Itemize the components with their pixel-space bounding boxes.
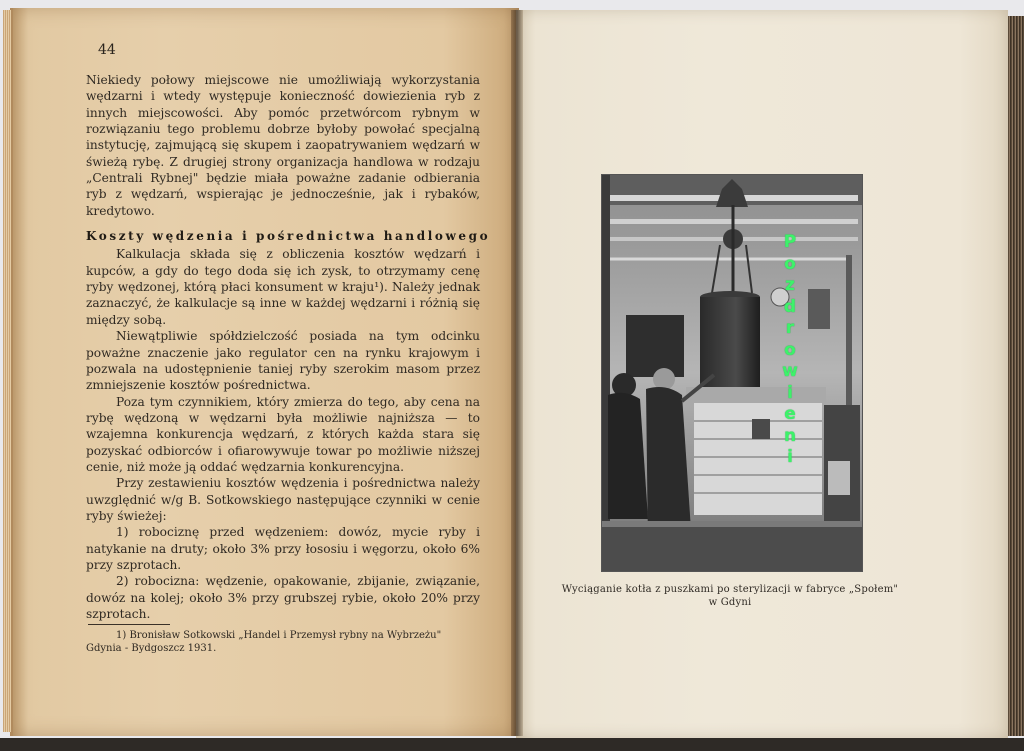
book-gutter (511, 10, 523, 736)
watermark-letter: i (787, 447, 793, 467)
paragraph: Niekiedy połowy miejscowe nie umożliwiają wykorzystania wędzarni i wtedy występuje konieczność dowiezienia ryb z innych miejscowości. Aby pomóc przetwórcom rybnym w rozwiązaniu tego problemu dobrze byłoby powołać specjalną instytucję, zajmującą się skupem i zaopatrywaniem wędzarń w świeżą rybę. Z drugiej strony organizacja handlowa w rodzaju „Centrali Rybnej" będzie miała poważne zadanie odbierania ryb z wędzarń, wspierając je jednocześnie, jak i rybaków, kredytowo. (86, 73, 480, 218)
footnote (86, 630, 480, 655)
caption-line: w Gdyni (708, 597, 752, 608)
list-item: 1) robociznę przed wędzeniem: dowóz, mycie ryby i natykanie na druty; około 3% przy łososiu i węgorzu, około 6% przy szprotach. (86, 525, 480, 572)
page-edges (1008, 16, 1024, 736)
watermark-letter: i (787, 382, 793, 403)
paragraph: Poza tym czynnikiem, który zmierza do tego, aby cena na rybę wędzoną w wędzarni była możliwie najniższa — to wzajemna konkurencja wędzarń, z których każda stara się pozyskać odbiorców i ofiarowywuje towar po możliwie niższej cenie, niż może ją oddać wędzarnia konkurencyjna. (86, 394, 480, 474)
watermark-letter: n (783, 425, 797, 446)
factory-photo (601, 174, 863, 572)
watermark-letter: P (783, 232, 797, 252)
watermark-letter: o (784, 253, 796, 274)
body-text (86, 72, 491, 622)
footnote-line: Gdynia - Bydgoszcz 1931. (86, 642, 217, 654)
page-number: 44 (98, 42, 116, 58)
photo-caption (540, 583, 920, 609)
watermark-letter: r (785, 318, 795, 338)
paragraph: Niewątpliwie spółdzielczość posiada na tym odcinku poważne znaczenie jako regulator cen na rynku krajowym i pozwala na udostępnienie taniej ryby szerokim masom przez zmniejszenie kosztów pośrednictwa. (86, 329, 480, 393)
paragraph: Kalkulacja składa się z obliczenia kosztów wędzarń i kupców, a gdy do tego doda się ich zysk, to otrzymamy cenę ryby wędzonej, którą płaci konsument w kraju¹). Należy jednak zaznaczyć, że kalkulacje są inne w każdej wędzarni i różnią się między sobą. (86, 247, 480, 327)
paragraph: Przy zestawieniu kosztów wędzenia i pośrednictwa należy uwzględnić w/g B. Sotkowskiego następujące czynniki w cenie ryby świeżej: (86, 476, 480, 523)
scan-border (0, 738, 1024, 751)
section-heading: Koszty wędzenia i pośrednictwa handlowego (86, 229, 491, 244)
watermark-letter: o (784, 339, 796, 360)
watermark-letter: w (782, 361, 798, 381)
list-item: 2) robocizna: wędzenie, opakowanie, zbijanie, związanie, dowóz na kolej; około 3% przy grubszej rybie, około 20% przy szprotach. (86, 574, 480, 621)
footnote-line: 1) Bronisław Sotkowski „Handel i Przemysł rybny na Wybrzeżu" (116, 630, 442, 641)
watermark-letter: e (784, 404, 796, 424)
caption-line: Wyciąganie kotła z puszkami po sterylizacji w fabryce „Społem" (561, 584, 899, 595)
watermark-letter: z (785, 275, 795, 295)
footnote-divider (88, 624, 170, 625)
watermark (780, 232, 800, 469)
watermark-letter: d (783, 296, 797, 317)
